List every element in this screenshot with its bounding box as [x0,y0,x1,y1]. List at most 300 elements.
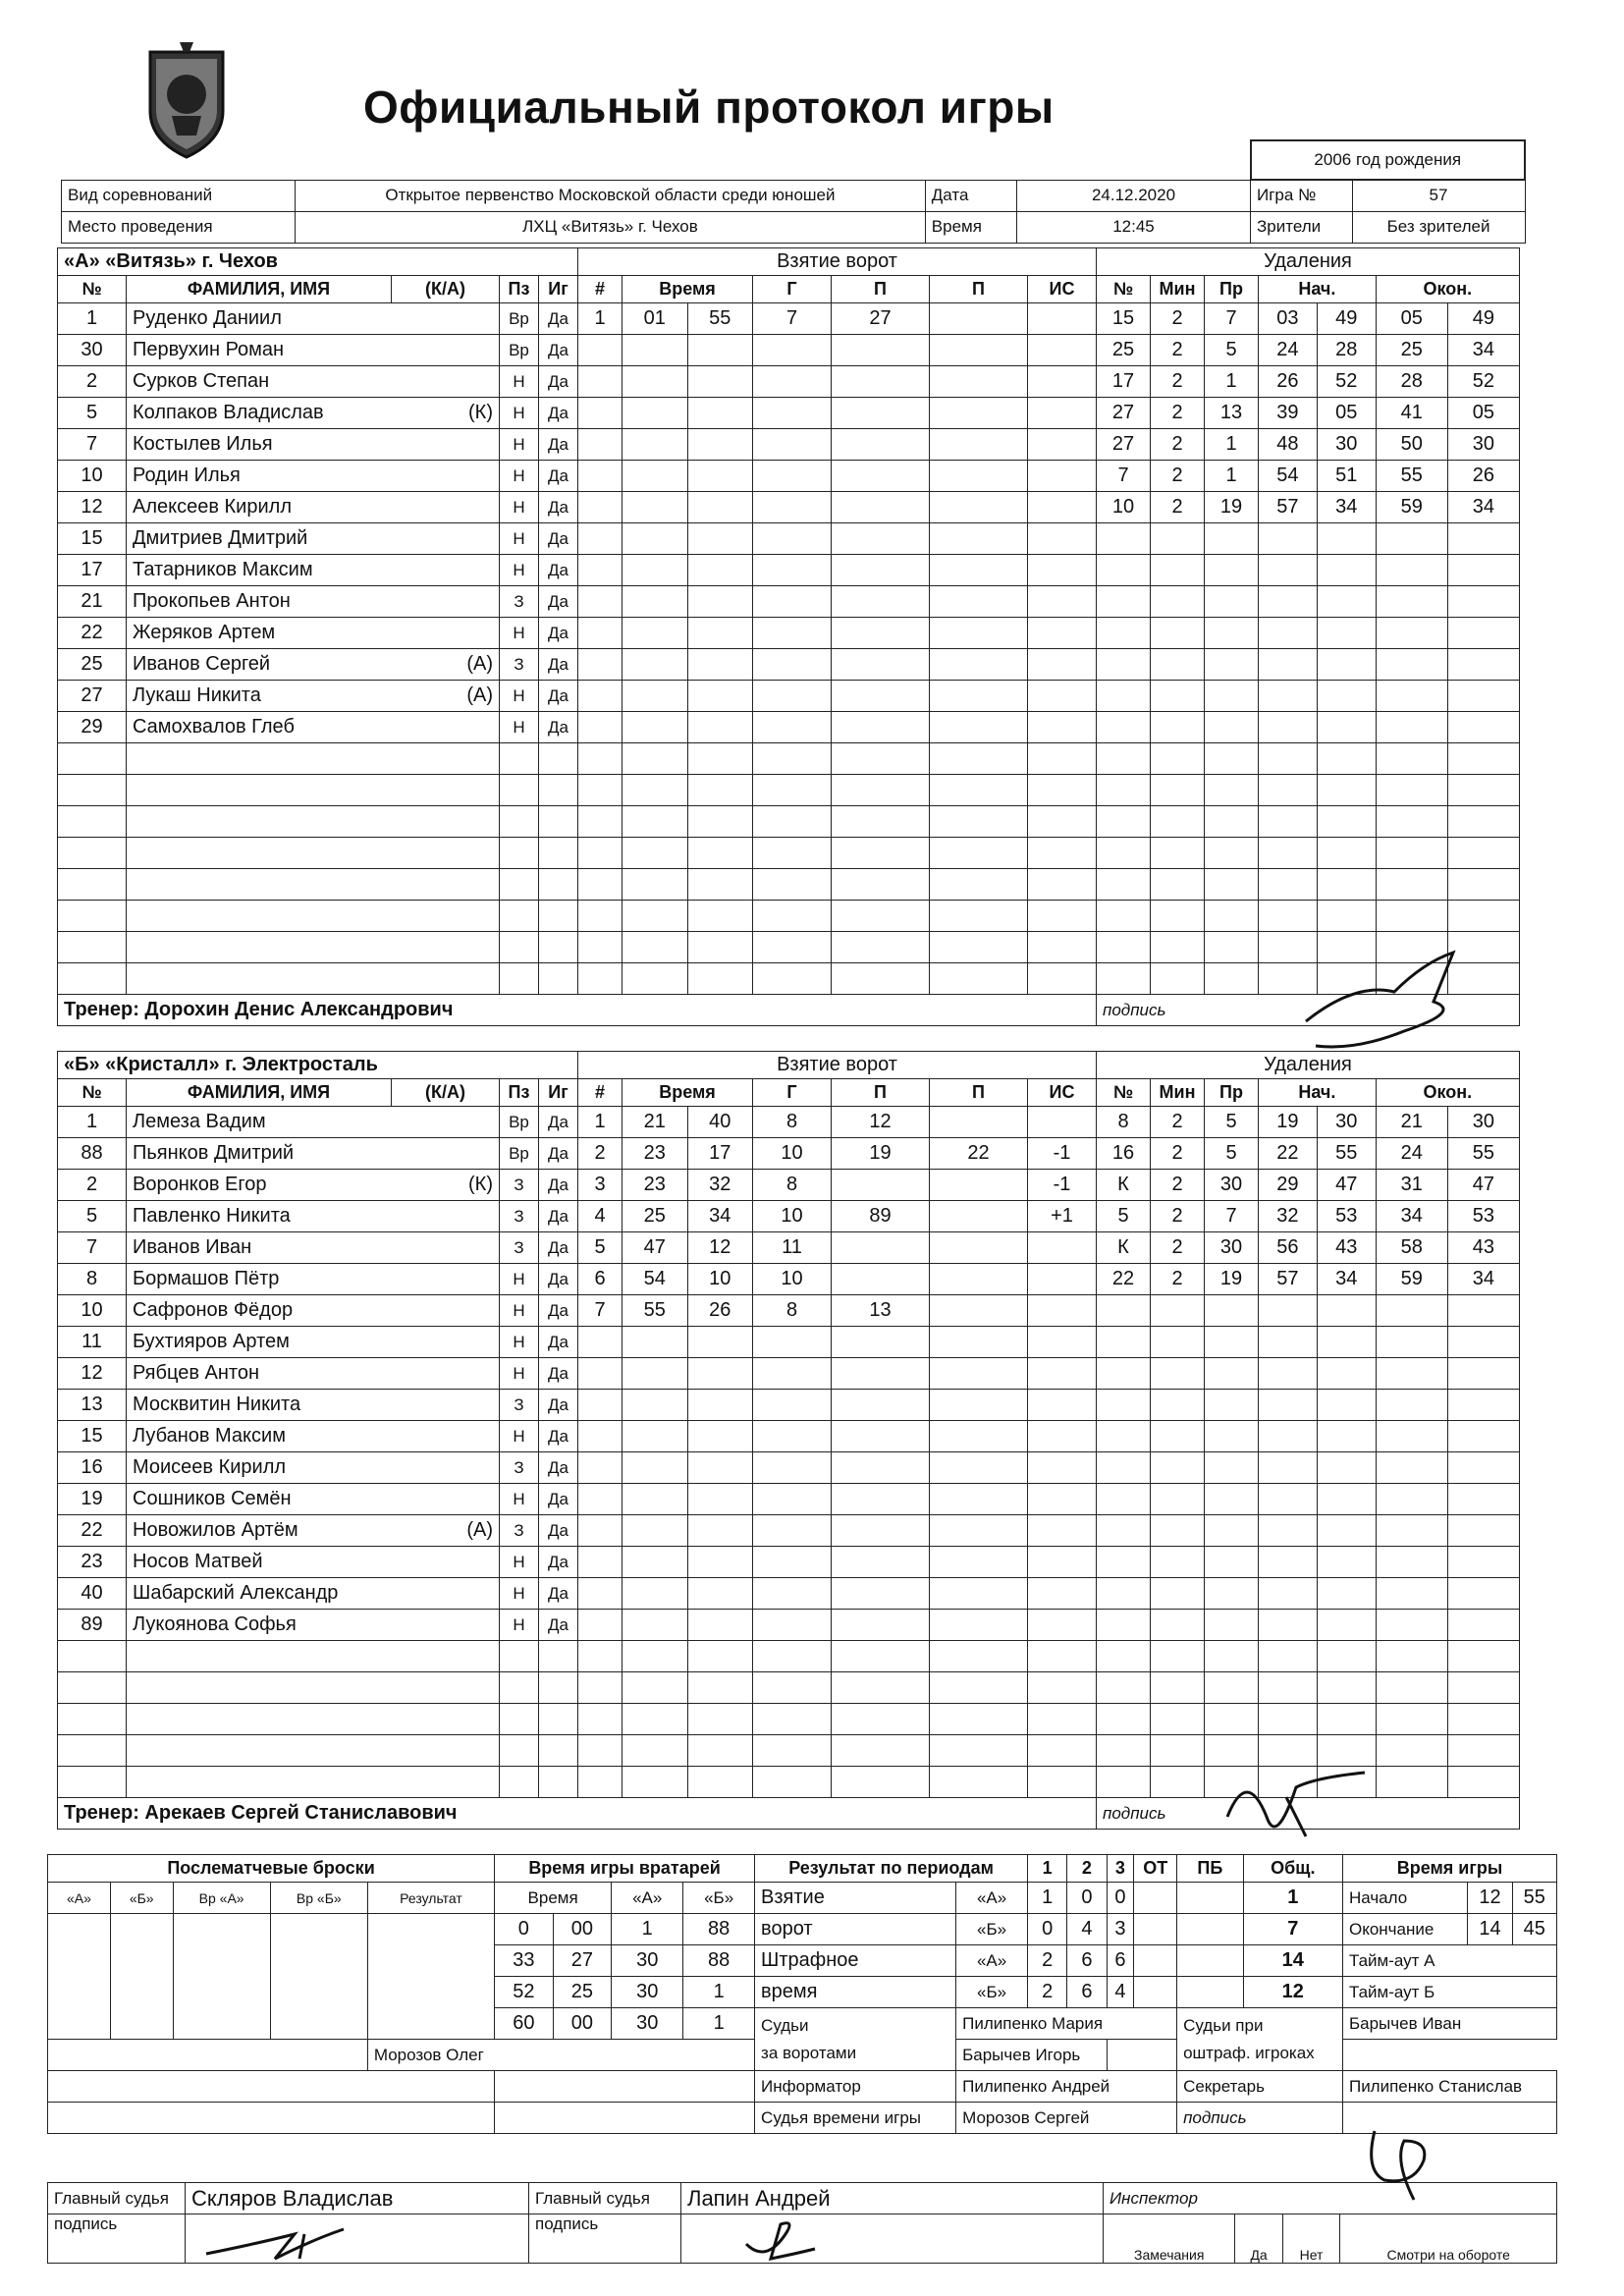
player-pos: Н [500,492,539,523]
penalty-pr: 30 [1205,1232,1259,1264]
table-row [58,1232,1520,1264]
table-row [58,523,1520,555]
player-plays: Да [539,1578,578,1610]
cell: 88 [683,1914,755,1945]
table-row [58,712,1520,743]
col-g_g: Г [753,1079,832,1107]
penalty-n: К [1097,1170,1151,1201]
col-p_num: № [1097,276,1151,303]
penalty-em: 50 [1376,429,1447,461]
penalty-min: 2 [1151,1232,1205,1264]
penalty-pr: 5 [1205,335,1259,366]
cell: 6 [1067,1977,1107,2008]
player-plays: Да [539,1358,578,1390]
penalty-ss: 30 [1317,429,1376,461]
penalty-sm: 57 [1259,1264,1318,1295]
player-pos: Н [500,523,539,555]
penalty-pr: 7 [1205,1201,1259,1232]
info-table [61,139,1526,244]
timeout-b: Тайм-аут Б [1342,1977,1556,2008]
goal-n: 7 [578,1295,623,1327]
penalty-ss: 51 [1317,461,1376,492]
player-name: Лукаш Никита [127,681,392,712]
penalty-em: 05 [1376,303,1447,335]
table-row [58,869,1520,901]
goal-n: 1 [578,1107,623,1138]
time-label: Время [925,211,1016,243]
penalty-es: 53 [1447,1201,1519,1232]
penalties-title: Удаления [1097,1052,1520,1079]
table-row [58,1484,1520,1515]
penalty-sm: 54 [1259,461,1318,492]
cell: 1 [1028,1883,1067,1914]
penalty-n: 16 [1097,1138,1151,1170]
penalty-es: 34 [1447,335,1519,366]
player-pos: Вр [500,303,539,335]
player-plays: Да [539,523,578,555]
cell: 4 [1107,1977,1134,2008]
table-row [58,838,1520,869]
cell: 2 [1028,1977,1067,2008]
player-plays: Да [539,1138,578,1170]
player-name: Пьянков Дмитрий [127,1138,392,1170]
col-pz: Пз [500,1079,539,1107]
player-role [392,1138,500,1170]
goal-s: 55 [687,303,753,335]
penalty-min: 2 [1151,429,1205,461]
table-row [58,1138,1520,1170]
player-plays: Да [539,1484,578,1515]
cell [1177,1977,1244,2008]
goal-is: +1 [1028,1201,1097,1232]
penalty-ss: 28 [1317,335,1376,366]
birth-year: 2006 год рождения [1251,140,1525,180]
player-pos: Н [500,398,539,429]
penalty-ss: 34 [1317,1264,1376,1295]
player-name: Колпаков Владислав [127,398,392,429]
player-role [392,712,500,743]
cell: 1 [1243,1883,1342,1914]
col-p_pr: Пр [1205,276,1259,303]
player-name: Иванов Иван [127,1232,392,1264]
player-pos: Н [500,1421,539,1452]
main-ref-label-1: Главный судья [48,2183,186,2214]
spect-value: Без зрителей [1352,211,1525,243]
goalie-time-title: Время игры вратарей [495,1855,755,1883]
player-name: Руденко Даниил [127,303,392,335]
col-p_num: № [1097,1079,1151,1107]
penalty-es: 43 [1447,1232,1519,1264]
cell [1177,1914,1244,1945]
table-row [58,649,1520,681]
player-pos: З [500,1515,539,1547]
cell: 27 [553,1945,612,1977]
player-pos: Н [500,461,539,492]
goal-n: 5 [578,1232,623,1264]
goal-is: -1 [1028,1170,1097,1201]
penalty-pr: 7 [1205,303,1259,335]
player-number: 23 [58,1547,127,1578]
penalty-pr: 5 [1205,1107,1259,1138]
player-plays: Да [539,303,578,335]
player-pos: З [500,649,539,681]
player-number: 5 [58,398,127,429]
col-name: ФАМИЛИЯ, ИМЯ [127,276,392,303]
pim-label-2: время [755,1977,956,2008]
penalty-ss: 34 [1317,492,1376,523]
cell: 60 [495,2008,554,2040]
player-plays: Да [539,1547,578,1578]
date-label: Дата [925,180,1016,211]
player-name: Лубанов Максим [127,1421,392,1452]
player-number: 27 [58,681,127,712]
player-role [392,1421,500,1452]
pen-judge-2: Барычев Игорь [956,2040,1107,2071]
player-number: 5 [58,1201,127,1232]
table-row [58,1201,1520,1232]
player-name: Носов Матвей [127,1547,392,1578]
player-name: Павленко Никита [127,1201,392,1232]
player-plays: Да [539,649,578,681]
player-pos: Вр [500,335,539,366]
table-row [58,1610,1520,1641]
coach-name: Тренер: Дорохин Денис Александрович [58,995,1097,1026]
coach-sign-label: подпись [1097,1798,1520,1830]
comp-value: Открытое первенство Московской области среди юношей [296,180,926,211]
table-row [58,743,1520,775]
goal-g: 10 [753,1264,832,1295]
player-number: 21 [58,586,127,618]
player-plays: Да [539,1295,578,1327]
player-name: Первухин Роман [127,335,392,366]
player-number: 11 [58,1327,127,1358]
penalty-em: 21 [1376,1107,1447,1138]
penalty-min: 2 [1151,1201,1205,1232]
teamA-table [57,247,1520,1026]
goal-m: 01 [623,303,688,335]
player-name: Костылев Илья [127,429,392,461]
table-row [58,1578,1520,1610]
goal-judge-1: Пилипенко Мария [956,2008,1177,2040]
goal-s: 10 [687,1264,753,1295]
player-plays: Да [539,1390,578,1421]
goal-p1: 13 [832,1295,930,1327]
player-plays: Да [539,1421,578,1452]
player-role [392,492,500,523]
penalty-es: 55 [1447,1138,1519,1170]
player-pos: З [500,1452,539,1484]
col-g_is: ИС [1028,276,1097,303]
col-g_p2: П [930,1079,1028,1107]
cell [1134,1977,1177,2008]
penalty-pr: 1 [1205,429,1259,461]
penalty-es: 26 [1447,461,1519,492]
penalty-n: 17 [1097,366,1151,398]
player-name: Воронков Егор [127,1170,392,1201]
time-value: 12:45 [1016,211,1250,243]
start-h: 12 [1468,1883,1512,1914]
player-pos: Н [500,1547,539,1578]
pim-label-1: Штрафное [755,1945,956,1977]
table-row [58,1358,1520,1390]
player-plays: Да [539,461,578,492]
penalty-ss: 53 [1317,1201,1376,1232]
penalty-n: 22 [1097,1264,1151,1295]
penalty-n: 15 [1097,303,1151,335]
penalty-min: 2 [1151,398,1205,429]
player-number: 22 [58,618,127,649]
date-value: 24.12.2020 [1016,180,1250,211]
page-title: Официальный протокол игры [363,82,1055,133]
penalty-sm: 26 [1259,366,1318,398]
player-number: 19 [58,1484,127,1515]
penalty-pr: 19 [1205,492,1259,523]
player-number: 16 [58,1452,127,1484]
penalty-em: 31 [1376,1170,1447,1201]
summary-table [47,1854,1557,2134]
player-pos: З [500,1390,539,1421]
goal-m: 25 [623,1201,688,1232]
cell [1134,1883,1177,1914]
penalty-es: 05 [1447,398,1519,429]
player-plays: Да [539,618,578,649]
goal-s: 40 [687,1107,753,1138]
gt-col-a: «А» [612,1883,683,1914]
player-role [392,303,500,335]
player-number: 88 [58,1138,127,1170]
penalty-ss: 05 [1317,398,1376,429]
table-row [58,901,1520,932]
player-number: 7 [58,429,127,461]
player-plays: Да [539,1610,578,1641]
penalty-em: 41 [1376,398,1447,429]
penalty-pr: 1 [1205,461,1259,492]
col-ig: Иг [539,1079,578,1107]
penalties-title: Удаления [1097,248,1520,276]
penalty-em: 55 [1376,461,1447,492]
spect-label: Зрители [1251,211,1353,243]
goal-judge-2: Морозов Олег [367,2040,754,2071]
cell: 6 [1067,1945,1107,1977]
goal-m: 23 [623,1138,688,1170]
penalty-min: 2 [1151,461,1205,492]
end-label: Окончание [1342,1914,1467,1945]
main-ref-2-signature [727,2205,825,2269]
player-number: 29 [58,712,127,743]
col-p_pr: Пр [1205,1079,1259,1107]
col-g_p1: П [832,276,930,303]
penalty-sm: 24 [1259,335,1318,366]
cell [1134,1945,1177,1977]
penalty-sm: 32 [1259,1201,1318,1232]
penalty-n: 10 [1097,492,1151,523]
player-number: 22 [58,1515,127,1547]
player-name: Лукоянова Софья [127,1610,392,1641]
goal-n: 2 [578,1138,623,1170]
goals-title: Взятие ворот [578,248,1097,276]
penalty-min: 2 [1151,1170,1205,1201]
penalty-sm: 56 [1259,1232,1318,1264]
player-pos: Вр [500,1107,539,1138]
player-name: Сурков Степан [127,366,392,398]
penalty-sm: 22 [1259,1138,1318,1170]
penalty-min: 2 [1151,366,1205,398]
player-plays: Да [539,366,578,398]
shootout-col-result: Результат [367,1883,494,1914]
penalty-sm: 57 [1259,492,1318,523]
table-row [58,1672,1520,1704]
cell: 12 [1243,1977,1342,2008]
timeout-a: Тайм-аут А [1342,1945,1556,1977]
goal-p2 [930,1232,1028,1264]
player-role [392,618,500,649]
penalty-min: 2 [1151,1107,1205,1138]
penalty-pr: 13 [1205,398,1259,429]
goal-p1 [832,1264,930,1295]
penalty-es: 30 [1447,1107,1519,1138]
goal-p2 [930,1107,1028,1138]
col-p_end: Окон. [1376,276,1519,303]
main-ref-2: Лапин Андрей [681,2183,1104,2214]
player-pos: Н [500,1358,539,1390]
goal-m: 54 [623,1264,688,1295]
penalty-em: 28 [1376,366,1447,398]
main-ref-1-sign: подпись [48,2214,186,2264]
table-row [58,429,1520,461]
comp-label: Вид соревнований [62,180,296,211]
player-name: Бормашов Пётр [127,1264,392,1295]
team-title: «А» «Витязь» г. Чехов [58,248,578,276]
coach-name: Тренер: Арекаев Сергей Станиславович [58,1798,1097,1830]
goal-p2 [930,1264,1028,1295]
cell: 1 [683,1977,755,2008]
player-name: Новожилов Артём [127,1515,392,1547]
start-m: 55 [1512,1883,1556,1914]
secretary-signature [1355,2111,1453,2219]
goal-g: 8 [753,1170,832,1201]
penalty-min: 2 [1151,492,1205,523]
player-role [392,1452,500,1484]
player-number: 1 [58,303,127,335]
player-role [392,1390,500,1421]
player-pos: Н [500,681,539,712]
col-g_time: Время [623,276,753,303]
remarks-yes: Да [1235,2214,1282,2264]
cell: 30 [612,1945,683,1977]
table-row [58,806,1520,838]
penalty-em: 34 [1376,1201,1447,1232]
player-role [392,1232,500,1264]
penalty-em: 58 [1376,1232,1447,1264]
table-row [58,398,1520,429]
goal-p2 [930,1295,1028,1327]
player-role: (К) [392,1170,500,1201]
col-ka: (К/А) [392,276,500,303]
penalty-n: 27 [1097,398,1151,429]
pen-judges-label-2: оштраф. игроках [1183,2043,1315,2062]
col-p_start: Нач. [1259,276,1377,303]
penalty-em: 59 [1376,492,1447,523]
player-role [392,1578,500,1610]
col-p_min: Мин [1151,1079,1205,1107]
timekeeper-label: Судья времени игры [755,2103,956,2134]
col-g_p1: П [832,1079,930,1107]
main-ref-1: Скляров Владислав [186,2183,529,2214]
goal-p2 [930,1201,1028,1232]
inspector-label: Инспектор [1104,2183,1557,2214]
penalty-n: 25 [1097,335,1151,366]
player-role [392,335,500,366]
row-b-pim: «Б» [956,1977,1028,2008]
main-ref-1-signature [196,2214,353,2264]
coach-sign-label: подпись [1097,995,1520,1026]
player-pos: Н [500,618,539,649]
cell: 30 [612,1977,683,2008]
secretary-name: Пилипенко Станислав [1342,2071,1556,2103]
table-row [58,366,1520,398]
player-number: 10 [58,461,127,492]
penalty-n: 7 [1097,461,1151,492]
cell: 0 [1028,1914,1067,1945]
player-pos: Н [500,712,539,743]
player-number: 15 [58,523,127,555]
player-pos: З [500,1201,539,1232]
player-pos: Н [500,1295,539,1327]
table-row [58,681,1520,712]
table-row [58,1295,1520,1327]
player-plays: Да [539,492,578,523]
table-row [58,461,1520,492]
coach-a-signature [1296,943,1492,1070]
penalty-ss: 49 [1317,303,1376,335]
col-g_g: Г [753,276,832,303]
row-b-goals: «Б» [956,1914,1028,1945]
col-g_p2: П [930,276,1028,303]
player-number: 25 [58,649,127,681]
goal-is [1028,303,1097,335]
periods-title: Результат по периодам [755,1855,1028,1883]
col-p_start: Нач. [1259,1079,1377,1107]
goal-p2 [930,303,1028,335]
penalty-es: 52 [1447,366,1519,398]
player-plays: Да [539,335,578,366]
player-number: 13 [58,1390,127,1421]
informer-name: Пилипенко Андрей [956,2071,1177,2103]
player-number: 12 [58,492,127,523]
goal-judges-label-2: за воротами [761,2043,857,2062]
goal-g: 10 [753,1201,832,1232]
shootout-col-b: «Б» [110,1883,173,1914]
end-h: 14 [1468,1914,1512,1945]
player-plays: Да [539,1452,578,1484]
table-row [58,586,1520,618]
main-ref-label-2: Главный судья [529,2183,681,2214]
penalty-min: 2 [1151,1138,1205,1170]
player-number: 17 [58,555,127,586]
player-plays: Да [539,1232,578,1264]
goal-g: 10 [753,1138,832,1170]
player-plays: Да [539,555,578,586]
col-ig: Иг [539,276,578,303]
player-role [392,1107,500,1138]
penalty-pr: 19 [1205,1264,1259,1295]
goal-p2: 22 [930,1138,1028,1170]
cell: 0 [1067,1883,1107,1914]
cell: 00 [553,1914,612,1945]
goal-g: 8 [753,1295,832,1327]
player-role: (А) [392,649,500,681]
player-pos: З [500,1232,539,1264]
